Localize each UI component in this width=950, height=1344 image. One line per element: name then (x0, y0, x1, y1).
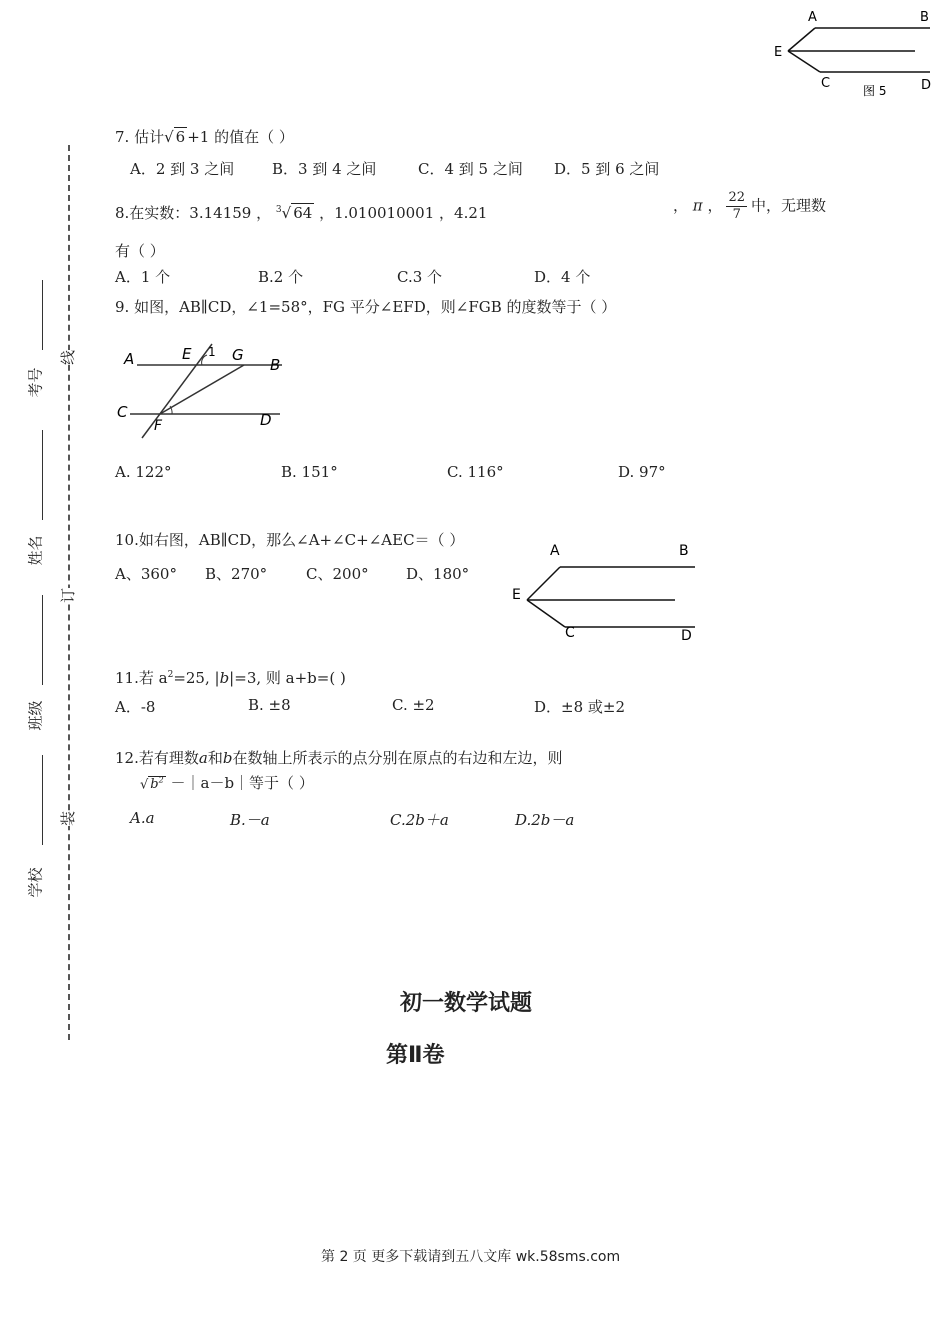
q9-option-a: A. 122° (115, 463, 172, 481)
q9-fig-a: A (124, 350, 135, 368)
exam-title: 初一数学试题 (400, 991, 533, 1016)
q8-frac-den: 7 (732, 207, 741, 222)
q7-text-post: +1 的值在（ ） (187, 128, 294, 146)
q8-frac-sep: ， (707, 196, 723, 215)
q12-line1-post: 在数轴上所表示的点分别在原点的右边和左边，则 (232, 749, 563, 767)
q9-option-b: B. 151° (281, 463, 338, 481)
side-label-name: 姓名 (26, 535, 45, 566)
q9-fig-c: C (117, 403, 128, 421)
fig5-label-c: C (821, 76, 831, 91)
q12-option-c: C.2b＋a (390, 811, 449, 829)
q12-sqrt-sup: 2 (158, 775, 164, 785)
q8-pi: π (692, 196, 703, 215)
q8-text-pre: 8.在实数：3.14159 ， (115, 204, 272, 222)
q12-line1-pre: 12.若有理数 (115, 749, 199, 767)
q11-option-b: B. ±8 (248, 696, 291, 714)
q12-line2 (140, 772, 314, 793)
q12-option-d: D.2b－a (515, 811, 575, 829)
q8-text-post: 中，无理数 (751, 196, 827, 215)
q11-text-pre: 11.若 a (115, 669, 168, 687)
q9-fig-e: E (182, 345, 192, 363)
q9-figure (112, 340, 312, 440)
q12-option-a: A.a (130, 809, 155, 827)
side-label-school: 学校 (26, 867, 45, 898)
fig5-label-d: D (921, 78, 932, 93)
q11-abs-b: |b| (214, 669, 235, 687)
exam-no-underline (42, 280, 43, 350)
q10-fig-c: C (565, 625, 575, 641)
section-title: 第Ⅱ卷 (386, 1043, 445, 1068)
q10-option-a: A、360° (115, 565, 177, 583)
q11-option-a: A．-8 (115, 698, 156, 716)
figure-5 (770, 5, 940, 105)
question-7 (115, 126, 294, 147)
q12-var-b: b (222, 749, 233, 767)
class-underline (42, 595, 43, 685)
q7-text-pre: 7. 估计 (115, 128, 165, 146)
q8-text-mid: ，1.010010001 ，4.21 (319, 204, 488, 222)
name-underline (42, 430, 43, 520)
binding-mark-zhuang: 装 (59, 810, 78, 827)
q9-option-c: C. 116° (447, 463, 504, 481)
q8-option-d: D．4 个 (534, 268, 591, 286)
fig5-caption: 图 5 (863, 84, 887, 98)
side-label-class: 班级 (26, 700, 45, 731)
q12-sqrt-radicand-wrap (148, 776, 165, 792)
binding-mark-ding: 订 (59, 587, 78, 604)
q11-text-mid: =25, (173, 669, 210, 687)
q8-frac-num: 22 (728, 190, 745, 205)
q11-sup: 2 (167, 670, 174, 680)
question-8 (115, 202, 487, 223)
q8-option-c: C.3 个 (397, 268, 443, 286)
question-12 (115, 747, 562, 768)
q12-option-b: B.－a (230, 811, 270, 829)
q8-option-b: B.2 个 (258, 268, 304, 286)
page-footer: 第 2 页 更多下载请到五八文库 wk.58sms.com (321, 1249, 621, 1265)
q8-fraction (726, 190, 747, 223)
q7-option-d: D．5 到 6 之间 (554, 160, 660, 178)
q12-sqrt-radicand: b (150, 777, 159, 792)
q10-option-d: D、180° (406, 565, 470, 583)
school-underline (42, 755, 43, 845)
q10-fig-e: E (512, 587, 521, 603)
q11-option-c: C. ±2 (392, 696, 435, 714)
q8-cbrt-index: 3 (275, 205, 282, 215)
q10-fig-b: B (679, 543, 689, 559)
q12-sqrt: √ $b^2$ (140, 775, 164, 792)
binding-mark-xian: 线 (59, 349, 78, 366)
q7-option-b: B．3 到 4 之间 (272, 160, 377, 178)
q7-option-a: A．2 到 3 之间 (130, 160, 235, 178)
side-label-exam-no: 考号 (26, 367, 45, 398)
q10-fig-d: D (681, 628, 692, 644)
q8-option-a: A．1 个 (115, 268, 171, 286)
fig5-label-e: E (774, 45, 783, 60)
q10-fig-a: A (550, 543, 560, 559)
q12-var-a: a (198, 749, 208, 767)
q7-option-c: C．4 到 5 之间 (418, 160, 523, 178)
q12-line1-mid: 和 (207, 749, 223, 767)
q8-pi-sep: ， (673, 196, 689, 215)
q10-option-b: B、270° (205, 565, 268, 583)
q9-option-d: D. 97° (618, 463, 666, 481)
question-9: 9. 如图，AB∥CD，∠1=58°，FG 平分∠EFD，则∠FGB 的度数等于（ ） (115, 298, 617, 316)
q8-tail (673, 190, 826, 223)
question-10: 10.如右图，AB∥CD，那么∠A+∠C+∠AEC＝（ ） (115, 531, 465, 549)
q12-line2-post: －｜a－b｜等于（ ） (170, 774, 314, 792)
q8-line2: 有（ ） (115, 242, 165, 260)
q9-fig-g: G (232, 346, 244, 364)
q8-cbrt-radicand: 64 (293, 204, 313, 222)
q10-figure (505, 538, 705, 646)
q9-fig-d: D (260, 411, 272, 429)
q10-option-c: C、200° (306, 565, 369, 583)
q11-option-d: D．±8 或±2 (534, 698, 626, 716)
question-11 (115, 667, 346, 688)
fig5-label-b: B (920, 10, 929, 25)
q7-sqrt: √ 6 (164, 128, 186, 146)
fig5-label-a: A (808, 10, 817, 25)
q9-fig-1: 1 (208, 345, 216, 359)
q7-radicand: 6 (175, 128, 186, 146)
q9-fig-f: F (154, 418, 163, 434)
q11-text-post: =3, 则 a+b=( ) (234, 669, 346, 687)
q9-fig-b: B (270, 356, 281, 374)
q8-cbrt: $^3$√ 64 (275, 204, 313, 222)
